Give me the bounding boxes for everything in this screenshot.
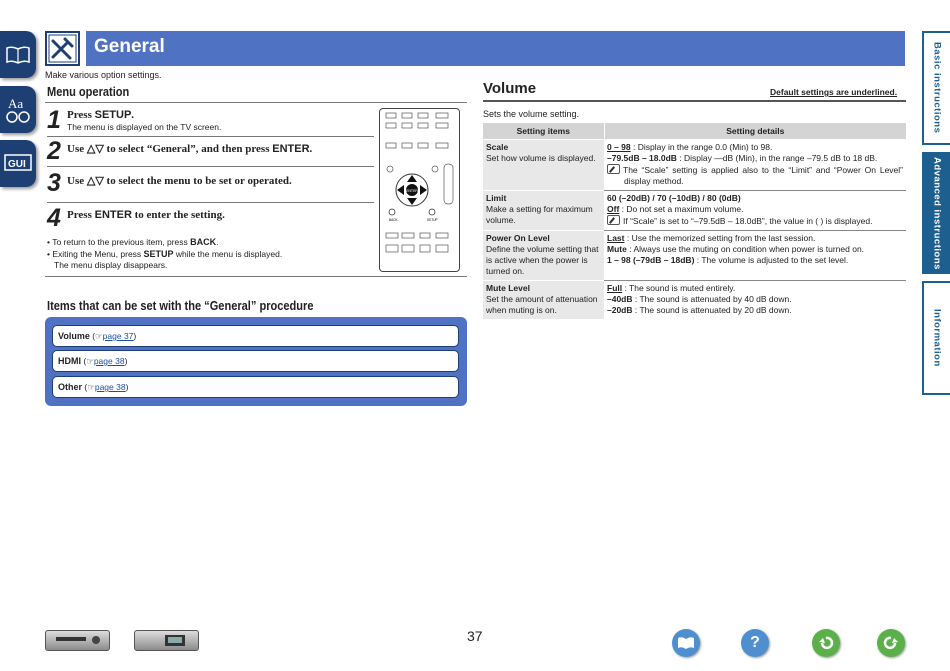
pencil-note-icon bbox=[607, 215, 620, 225]
menu-notes bbox=[47, 237, 282, 272]
table-row bbox=[483, 280, 906, 318]
page-subtitle: Make various option settings. bbox=[45, 70, 162, 80]
tab-label: Basic instructions bbox=[931, 42, 943, 134]
gui-icon bbox=[4, 153, 32, 175]
option-text: : The sound is attenuated by 20 dB down. bbox=[632, 305, 792, 316]
setting-desc: Set how volume is displayed. bbox=[486, 152, 596, 163]
option-text: : Display in the range 0.0 (Min) to 98. bbox=[630, 141, 773, 152]
table-row bbox=[483, 230, 906, 280]
option-text: : The sound is muted entirely. bbox=[622, 282, 736, 293]
page-ref-icon: ☞ bbox=[87, 382, 95, 392]
back-arrow-icon[interactable] bbox=[812, 629, 840, 657]
tab-basic-instructions[interactable] bbox=[922, 31, 950, 145]
page-title: General bbox=[94, 36, 165, 57]
option-key: –79.5dB – 18.0dB bbox=[607, 152, 677, 163]
items-list bbox=[45, 317, 467, 406]
divider bbox=[45, 276, 467, 277]
option-text: : The sound is attenuated by 40 dB down. bbox=[632, 294, 792, 305]
tab-advanced-instructions[interactable] bbox=[922, 152, 950, 274]
step-text: Use △▽ to select the menu to be set or operated. bbox=[67, 175, 292, 187]
left-tab-glossary[interactable] bbox=[0, 86, 36, 133]
default-settings-note: Default settings are underlined. bbox=[770, 87, 898, 97]
index-book-icon[interactable] bbox=[672, 629, 700, 657]
option-key: 1 – 98 (–79dB – 18dB) bbox=[607, 255, 695, 266]
option-text: : Display —dB (Min), in the range –79.5 dB to 18 dB. bbox=[676, 152, 878, 163]
note-item-line2: The menu display disappears. bbox=[54, 260, 168, 270]
volume-title: Volume bbox=[483, 80, 537, 97]
setting-name: Mute Level bbox=[486, 282, 530, 293]
option-text: : The volume is adjusted to the set level. bbox=[694, 255, 849, 266]
option-key: Full bbox=[607, 282, 623, 293]
option-key: –20dB bbox=[607, 305, 633, 316]
items-section-title: Items that can be set with the “General” procedure bbox=[47, 298, 314, 313]
option-text: : Use the memorized setting from the last session. bbox=[624, 232, 816, 243]
page-link[interactable]: page 38 bbox=[93, 356, 125, 366]
page-ref-icon: ☞ bbox=[95, 331, 103, 341]
setting-desc: Define the volume setting that is active when the power is turned on. bbox=[486, 243, 599, 277]
note-text: The “Scale” setting is applied also to the “Limit” and “Power On Level” display method. bbox=[623, 165, 903, 187]
forward-arrow-icon[interactable] bbox=[877, 629, 905, 657]
option-key: 0 – 98 bbox=[607, 141, 631, 152]
column-header: Setting items bbox=[483, 123, 604, 139]
step-number: 1 bbox=[47, 106, 61, 134]
step-number: 2 bbox=[47, 137, 61, 165]
option-key: Last bbox=[607, 232, 625, 243]
divider bbox=[483, 100, 906, 102]
settings-tools-icon bbox=[45, 31, 80, 66]
option-key: 60 (–20dB) / 70 (–10dB) / 80 (0dB) bbox=[607, 192, 741, 203]
option-text: : Do not set a maximum volume. bbox=[619, 203, 744, 214]
page-ref-icon: ☞ bbox=[86, 356, 94, 366]
book-icon bbox=[5, 44, 31, 66]
column-header: Setting details bbox=[604, 123, 906, 139]
menu-operation-title: Menu operation bbox=[47, 84, 130, 99]
note-text: If “Scale” is set to “–79.5dB – 18.0dB”, the value in ( ) is displayed. bbox=[623, 216, 873, 227]
note-item: • To return to the previous item, press BACK. bbox=[47, 237, 219, 247]
help-icon[interactable]: ? bbox=[741, 629, 769, 657]
divider bbox=[47, 166, 374, 167]
option-text: : Always use the muting on condition when power is turned on. bbox=[626, 243, 865, 254]
receiver-front-button[interactable] bbox=[45, 630, 110, 651]
svg-text:GUI: GUI bbox=[8, 158, 26, 170]
option-key: –40dB bbox=[607, 294, 633, 305]
step-subtext: The menu is displayed on the TV screen. bbox=[67, 122, 222, 132]
item-hdmi[interactable]: HDMI (☞page 38) bbox=[52, 350, 459, 372]
page-link[interactable]: page 37 bbox=[102, 331, 134, 341]
left-tab-gui[interactable] bbox=[0, 140, 36, 187]
left-tab-contents[interactable] bbox=[0, 31, 36, 78]
svg-text:SETUP: SETUP bbox=[427, 218, 438, 222]
setting-name: Power On Level bbox=[486, 232, 550, 243]
divider bbox=[47, 136, 374, 137]
pencil-note-icon bbox=[607, 164, 620, 174]
divider bbox=[45, 102, 467, 103]
option-key: Mute bbox=[607, 243, 627, 254]
page-link[interactable]: page 38 bbox=[94, 382, 126, 392]
item-volume[interactable]: Volume (☞page 37) bbox=[52, 325, 459, 347]
svg-text:BACK: BACK bbox=[389, 218, 398, 222]
table-row bbox=[483, 190, 906, 230]
setting-desc: Set the amount of attenuation when muting is on. bbox=[486, 294, 598, 316]
divider bbox=[47, 202, 374, 203]
step-number: 4 bbox=[47, 204, 61, 232]
svg-text:Aa: Aa bbox=[8, 95, 24, 111]
step-text: Press SETUP. bbox=[67, 109, 135, 121]
tab-label: Advanced instructions bbox=[931, 156, 943, 270]
setting-name: Limit bbox=[486, 192, 507, 203]
step-text: Use △▽ to select “General”, and then press ENTER. bbox=[67, 143, 313, 155]
setting-name: Scale bbox=[486, 141, 509, 152]
volume-subtitle: Sets the volume setting. bbox=[483, 109, 580, 119]
page-number: 37 bbox=[467, 628, 483, 644]
setting-desc: Make a setting for maximum volume. bbox=[486, 203, 593, 226]
svg-text:ENTER: ENTER bbox=[406, 189, 418, 193]
option-key: Off bbox=[607, 203, 620, 214]
step-text: Press ENTER to enter the setting. bbox=[67, 209, 225, 221]
step-number: 3 bbox=[47, 169, 61, 197]
table-row bbox=[483, 139, 906, 190]
volume-settings-table bbox=[483, 123, 906, 319]
tab-information[interactable] bbox=[922, 281, 950, 395]
tab-label: Information bbox=[931, 309, 943, 367]
item-other[interactable]: Other (☞page 38) bbox=[52, 376, 459, 398]
note-item: • Exiting the Menu, press SETUP while the menu is displayed. bbox=[47, 248, 283, 259]
receiver-rear-button[interactable] bbox=[134, 630, 199, 651]
remote-control-illustration bbox=[379, 108, 460, 272]
header-bar bbox=[86, 31, 905, 66]
aa-glasses-icon bbox=[4, 95, 32, 125]
